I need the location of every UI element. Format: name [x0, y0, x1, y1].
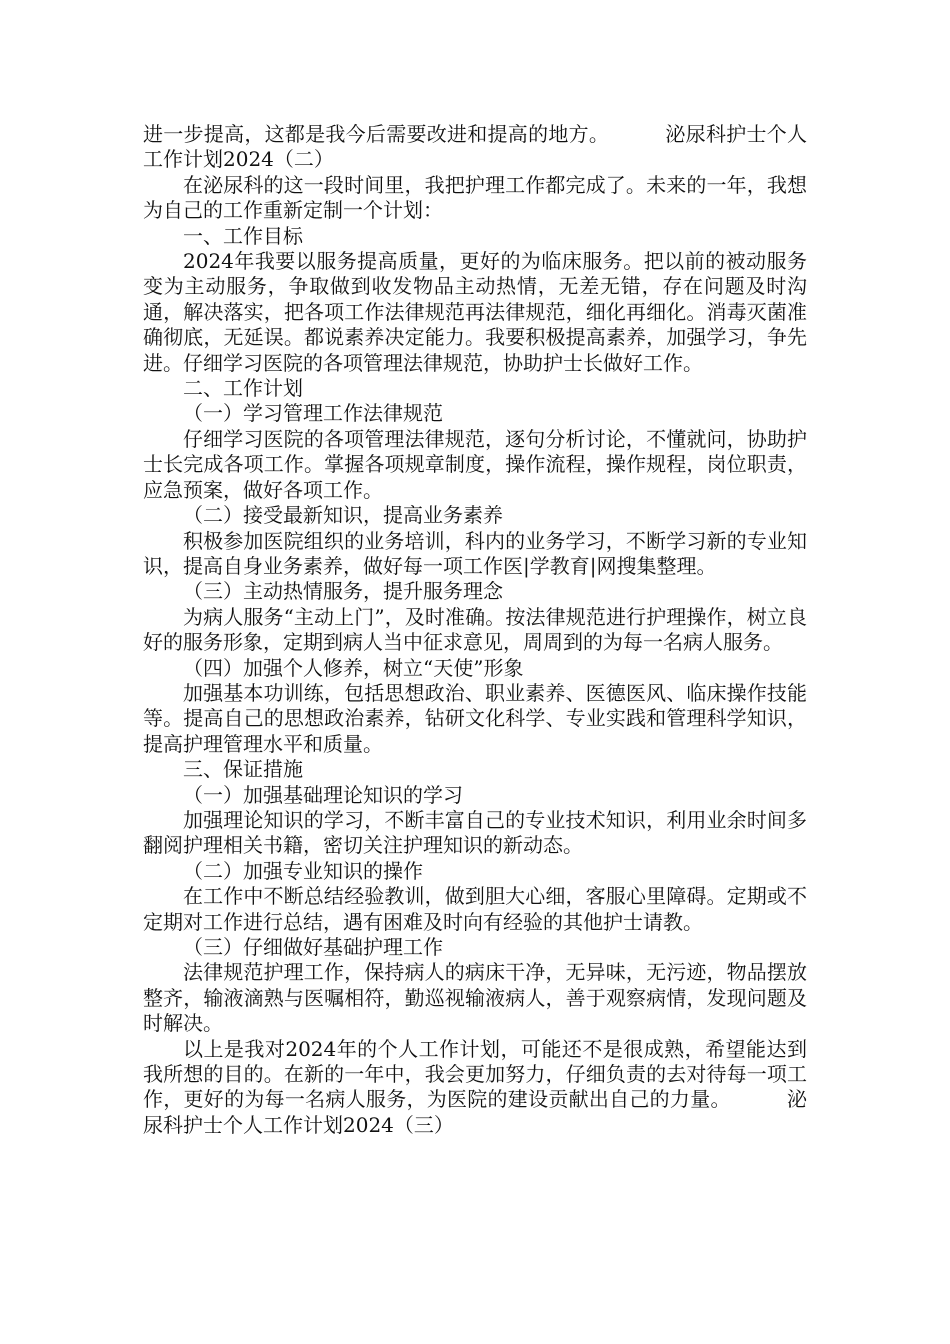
- paragraph-measure-3: 法律规范护理工作，保持病人的病床干净，无异味，无污迹，物品摆放整齐，输液滴熟与医嘱相符，勤巡视输液病人，善于观察病情，发现问题及时解决。: [143, 960, 807, 1036]
- subheading-plan-2: （二）接受最新知识，提高业务素养: [183, 503, 503, 528]
- paragraph-plan-3: 为病人服务“主动上门”，及时准确。按法律规范进行护理操作，树立良好的服务形象，定期到病人当中征求意见，周周到的为每一名病人服务。: [143, 604, 807, 655]
- subheading-measure-3: （三）仔细做好基础护理工作: [183, 935, 443, 959]
- paragraph-plan-1: 仔细学习医院的各项管理法律规范，逐句分析讨论，不懂就问，协助护士长完成各项工作。掌握各项规章制度，操作流程，操作规程，岗位职责，应急预案，做好各项工作。: [143, 426, 807, 502]
- subheading-measure-2: （二）加强专业知识的操作: [183, 858, 423, 883]
- paragraph-text: 以上是我对2024年的个人工作计划，可能还不是很成熟，希望能达到我所想的目的。在新的一年中，我会更加努力，仔细负责的去对待每一项工作，更好的为每一名病人服务，为医院的建设贡献出自己的力量。: [143, 1036, 807, 1112]
- paragraph-text: 进一步提高，这都是我今后需要改进和提高的地方。: [143, 122, 610, 146]
- paragraph-plan-2: 积极参加医院组织的业务培训，科内的业务学习，不断学习新的专业知识，提高自身业务素养，做好每一项工作医|学教育|网搜集整理。: [143, 528, 807, 578]
- paragraph-continuation: [143, 122, 807, 173]
- paragraph-plan-4: 加强基本功训练，包括思想政治、职业素养、医德医风、临床操作技能等。提高自己的思想政治素养，钻研文化科学、专业实践和管理科学知识，提高护理管理水平和质量。: [143, 680, 807, 756]
- paragraph-conclusion: [143, 1037, 807, 1139]
- subheading-plan-1: （一）学习管理工作法律规范: [183, 401, 443, 426]
- heading-work-goal: 一、工作目标: [183, 223, 303, 248]
- subheading-plan-3: （三）主动热情服务，提升服务理念: [183, 579, 503, 604]
- subheading-measure-1: （一）加强基础理论知识的学习: [183, 782, 463, 807]
- paragraph-intro: 在泌尿科的这一段时间里，我把护理工作都完成了。未来的一年，我想为自己的工作重新定制一个计划：: [143, 172, 807, 223]
- heading-measures: 三、保证措施: [183, 757, 303, 782]
- section-title-3: 泌尿科护士个人工作计划2024（三）: [143, 1087, 808, 1137]
- section-title-2: 泌尿科护士个人工作计划2024（二）: [143, 122, 808, 172]
- paragraph-measure-2: 在工作中不断总结经验教训，做到胆大心细，客服心里障碍。定期或不定期对工作进行总结，遇有困难及时向有经验的其他护士请教。: [143, 884, 807, 934]
- heading-work-plan: 二、工作计划: [183, 376, 303, 401]
- subheading-plan-4: （四）加强个人修养，树立“天使”形象: [183, 655, 524, 680]
- paragraph-goal: 2024年我要以服务提高质量，更好的为临床服务。把以前的被动服务变为主动服务，争取做到收发物品主动热情，无差无错，存在问题及时沟通，解决落实，把各项工作法律规范再法律规范，细化再细化。消毒灭菌准确彻底，无延误。都说素养决定能力。我要积极提高素养，加强学习，争先进。仔细学习医院的各项管理法律规范，协助护士长做好工作。: [143, 249, 807, 375]
- paragraph-measure-1: 加强理论知识的学习，不断丰富自己的专业技术知识，利用业余时间多翻阅护理相关书籍，密切关注护理知识的新动态。: [143, 807, 807, 858]
- document-page: [143, 122, 807, 1138]
